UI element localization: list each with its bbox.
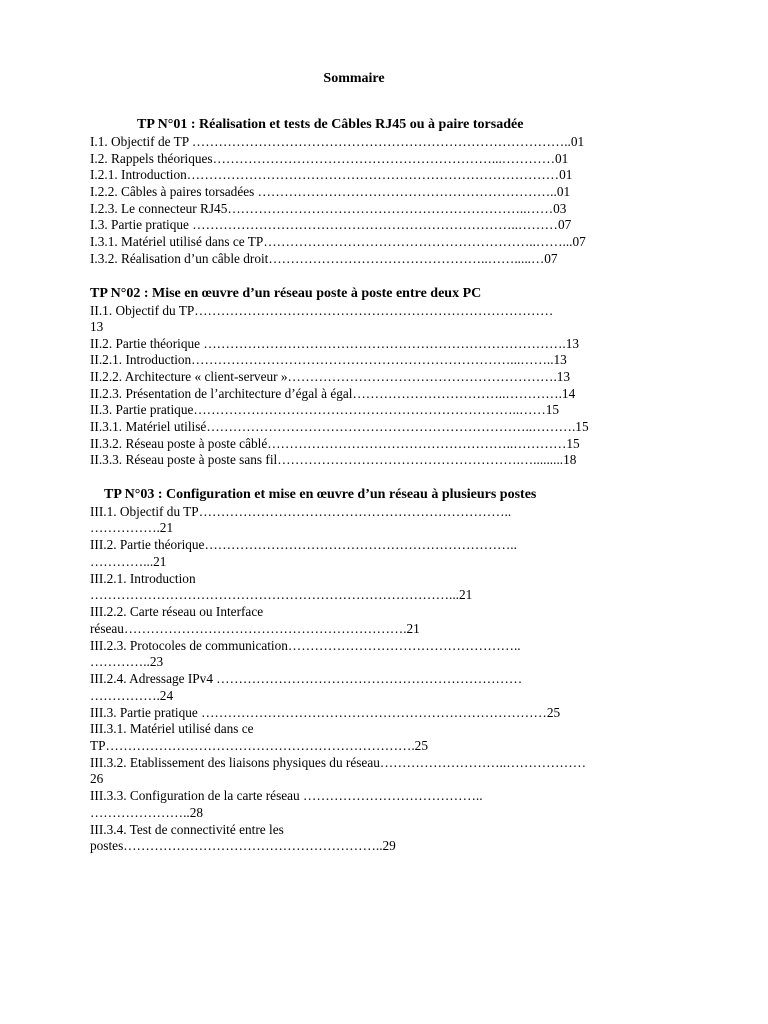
toc-entry: I.3.1. Matériel utilisé dans ce TP……………………………………………………..……...07 [90, 234, 586, 249]
toc-entry: III.3.1. Matériel utilisé dans ce [90, 721, 254, 736]
toc-entry-continuation: 13 [90, 319, 104, 334]
toc-entry: II.1. Objectif du TP……………………………………………………………………… [90, 303, 554, 318]
toc-entry: III.3. Partie pratique ……………………………………………………………………25 [90, 705, 561, 720]
toc-entry-continuation: TP…………………………………………………………….25 [90, 738, 428, 753]
toc-entry-continuation: …………...21 [90, 554, 167, 569]
toc-entry: II.3.2. Réseau poste à poste câblé………………………………………………..…………15 [90, 436, 580, 451]
toc-entry: III.3.4. Test de connectivité entre les [90, 822, 284, 837]
toc-entry: II.3.1. Matériel utilisé………………………………………………………………..……….15 [90, 419, 589, 434]
toc-entry-continuation: …………………..28 [90, 805, 204, 820]
toc-entry-continuation: réseau……………………………………………………….21 [90, 621, 420, 636]
toc-entry: III.1. Objectif du TP…………………………………………………………….. [90, 504, 512, 519]
toc-entry: I.2. Rappels théoriques………………………………………………………...…………01 [90, 151, 569, 166]
toc-entry: II.3.3. Réseau poste à poste sans fil……………………………………………….….........18 [90, 452, 577, 467]
toc-entry: I.3. Partie pratique ………………………………………………………………..………07 [90, 217, 572, 232]
toc-entry: I.2.2. Câbles à paires torsadées …………………………………………………………..01 [90, 184, 571, 199]
toc-entry: II.2.1. Introduction………………………………………………………………...……..13 [90, 352, 567, 367]
toc-entry: II.2.2. Architecture « client-serveur »…………………………………………………….13 [90, 369, 571, 384]
toc-entry: III.2.4. Adressage IPv4 …………………………………………………………… [90, 671, 523, 686]
section-heading-tp03: TP N°03 : Configuration et mise en œuvre d’un réseau à plusieurs postes [104, 487, 537, 502]
toc-entry: II.2.3. Présentation de l’architecture d’égal à égal……………………………..………….14 [90, 386, 576, 401]
toc-entry: I.2.3. Le connecteur RJ45…………………………………………………………..……03 [90, 201, 567, 216]
toc-entry-continuation: …………….21 [90, 520, 174, 535]
toc-entry: I.2.1. Introduction…………………………………………………………………………01 [90, 167, 573, 182]
toc-entry: II.2. Partie théorique ……………………………………………………………………….13 [90, 336, 579, 351]
toc-entry: III.2.3. Protocoles de communication…………………………………………….. [90, 638, 521, 653]
toc-entry-continuation: postes…………………………………………………..29 [90, 838, 396, 853]
toc-entry: II.3. Partie pratique………………………………………………………………..……15 [90, 402, 560, 417]
section-heading-tp01: TP N°01 : Réalisation et tests de Câbles RJ45 ou à paire torsadée [137, 117, 524, 132]
toc-entry: I.3.2. Réalisation d’un câble droit…………………………………………..…….....…07 [90, 251, 558, 266]
section-heading-tp02: TP N°02 : Mise en œuvre d’un réseau poste à poste entre deux PC [90, 286, 482, 301]
toc-entry: III.2. Partie théorique…………………………………………………………….. [90, 537, 517, 552]
toc-entry: III.3.3. Configuration de la carte réseau ………………………………….. [90, 788, 483, 803]
page-title: Sommaire [323, 71, 385, 86]
toc-entry: III.2.1. Introduction [90, 571, 196, 586]
toc-entry-continuation: …………….24 [90, 688, 174, 703]
toc-entry: III.3.2. Etablissement des liaisons physiques du réseau………………………..……………… [90, 755, 586, 770]
toc-entry: I.1. Objectif de TP …………………………………………………………………………..01 [90, 134, 585, 149]
toc-entry: III.2.2. Carte réseau ou Interface [90, 604, 264, 619]
toc-entry-continuation: …………..23 [90, 654, 164, 669]
toc-entry-continuation: ………………………………………………………………………...21 [90, 587, 473, 602]
toc-entry-continuation: 26 [90, 771, 104, 786]
